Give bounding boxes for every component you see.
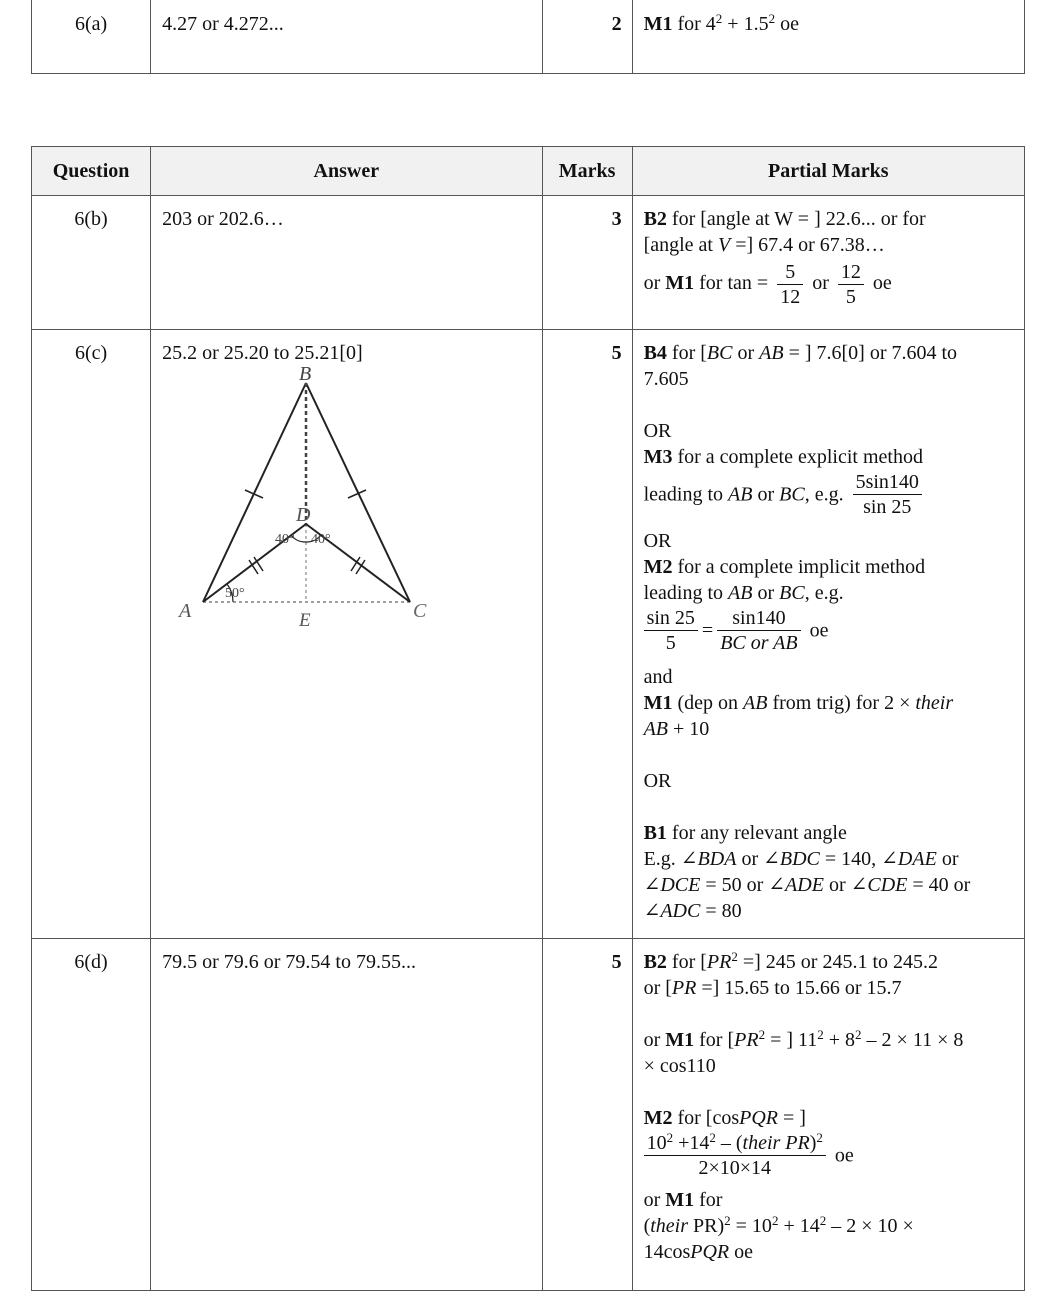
spacer: [644, 1079, 1012, 1105]
text-span: + 14: [778, 1215, 820, 1237]
italic-var: BDA: [697, 848, 737, 870]
italic-var: AB: [728, 483, 753, 506]
text-line: [644, 1213, 1012, 1239]
text-span: 10: [646, 1132, 667, 1154]
mark-code: M1: [643, 692, 673, 714]
text-line: [644, 554, 1012, 580]
mark-scheme-table: [31, 146, 1025, 1291]
italic-var: AB: [728, 582, 753, 604]
answer-text: 25.2 or 25.20 to 25.21[0]: [162, 342, 363, 364]
text-span: or: [936, 848, 959, 870]
header-question: Question: [32, 147, 151, 196]
answer-text: 79.5 or 79.6 or 79.54 to 79.55...: [162, 951, 416, 973]
text-span: leading to: [643, 582, 729, 604]
exponent: 2: [855, 1027, 862, 1042]
marks-cell: [542, 330, 632, 939]
italic-var: PQR: [690, 1241, 730, 1263]
italic-var: AB: [743, 692, 768, 714]
question-cell: [32, 330, 151, 939]
marks-value: 5: [611, 342, 622, 364]
text-span: or: [732, 342, 760, 364]
numerator: 12: [838, 260, 864, 285]
denominator: 2×10×14: [698, 1157, 772, 1179]
text-line: [644, 975, 1012, 1001]
text-span: or: [752, 582, 780, 604]
text-line: [644, 846, 1012, 872]
text-span: for a complete implicit method: [672, 556, 926, 578]
text-span: for [: [666, 342, 707, 364]
text-span: from trig) for 2 ×: [767, 692, 916, 714]
italic-var: AB: [759, 342, 784, 364]
text-span: – 2 × 11 × 8: [861, 1029, 964, 1051]
denominator: sin 25: [863, 496, 912, 518]
italic-var: CDE: [867, 874, 908, 896]
table-row: [32, 939, 1025, 1291]
fraction: [717, 606, 800, 655]
text-span: – 2 × 10 ×: [826, 1215, 914, 1237]
italic-var: V: [717, 234, 731, 256]
angle-40-right-label: 40°: [311, 532, 331, 547]
marks-value: 2: [611, 13, 622, 35]
spacer: [644, 742, 1012, 768]
text-line: [644, 1027, 1012, 1053]
text-span: ): [809, 1132, 817, 1154]
text-span: oe: [872, 272, 892, 295]
text-line: [644, 898, 1012, 924]
italic-var: DCE: [660, 874, 701, 896]
question-label: 6(d): [74, 951, 108, 973]
text-line: [644, 260, 1012, 309]
text-span: or: [643, 1189, 666, 1211]
text-span: (dep on: [672, 692, 744, 714]
text-span: for [: [694, 1029, 735, 1051]
numerator: sin 25: [644, 606, 698, 631]
text-line: [644, 206, 1012, 232]
text-span: = ] 7.6[0] or 7.604 to: [783, 342, 958, 364]
text-line: [644, 1105, 1012, 1131]
denominator: 5: [845, 286, 856, 308]
mark-code: M1: [665, 1189, 695, 1211]
italic-var: ADE: [785, 874, 824, 896]
angle-40-left-label: 40°: [275, 532, 295, 547]
table-header-row: [32, 147, 1025, 196]
italic-var: BC: [779, 582, 805, 604]
marks-cell: [542, 0, 632, 74]
text-span: or: [752, 483, 780, 506]
text-line: 7.605: [643, 368, 689, 390]
text-span: for [: [666, 951, 707, 973]
text-span: =] 245 or 245.1 to 245.2: [737, 951, 938, 973]
text-span: or ∠: [823, 874, 868, 896]
text-span: for: [694, 1189, 723, 1211]
mark-code: B4: [643, 342, 667, 364]
italic-var: BC: [706, 342, 733, 364]
text-span: , e.g.: [804, 582, 844, 604]
exponent: 2: [771, 1213, 779, 1228]
mark-code: B1: [643, 822, 667, 844]
italic-var: ADC: [660, 900, 701, 922]
answer-text: 203 or 202.6…: [162, 208, 284, 230]
label-D: D: [296, 504, 311, 526]
text-span: – (: [715, 1132, 743, 1154]
text-line: [644, 1239, 1012, 1265]
text-span: for a complete explicit method: [672, 446, 923, 468]
question-cell: [32, 939, 151, 1291]
text-span: = 80: [700, 900, 742, 922]
text-span: E.g. ∠: [643, 848, 698, 870]
mark-code: M3: [643, 446, 673, 468]
question-label: 6(c): [74, 342, 108, 364]
marks-value: 5: [611, 951, 622, 973]
fraction: [644, 606, 698, 655]
marks-cell: [542, 939, 632, 1291]
text-span: for 4: [672, 13, 716, 35]
text-span: or: [643, 272, 666, 295]
numerator: sin140: [717, 606, 800, 631]
italic-var: PR: [671, 977, 697, 999]
fraction: [644, 1131, 826, 1180]
partial-marks-text: [633, 0, 1024, 37]
denominator: 12: [780, 286, 801, 308]
fraction: [853, 470, 922, 519]
question-label: 6(a): [74, 13, 108, 35]
header-partial-marks: Partial Marks: [632, 147, 1024, 196]
header-answer: Answer: [151, 147, 542, 196]
text-span: ∠: [643, 874, 661, 896]
exponent: 2: [819, 1213, 827, 1228]
partial-marks-cell: [632, 196, 1024, 330]
mark-code: M1: [665, 272, 695, 295]
text-line: OR: [643, 530, 672, 552]
text-span: or [: [643, 977, 672, 999]
mark-code: M2: [643, 1107, 673, 1129]
partial-marks-cell: [632, 939, 1024, 1291]
italic-var: AB: [643, 718, 669, 740]
mark-code: B2: [643, 951, 667, 973]
angle-50-label: 50°: [225, 586, 245, 601]
text-line: [644, 716, 1012, 742]
text-line: [644, 690, 1012, 716]
table-row: [32, 330, 1025, 939]
italic-var: their: [650, 1215, 689, 1237]
text-span: or: [812, 272, 829, 295]
text-span: + 10: [668, 718, 710, 740]
text-span: , e.g.: [804, 483, 844, 506]
table-row: [32, 196, 1025, 330]
text-span: = ] 11: [765, 1029, 818, 1051]
text-span: oe: [729, 1241, 754, 1263]
text-line: and: [643, 666, 673, 688]
text-span: for any relevant angle: [666, 822, 847, 844]
numerator: 5sin140: [853, 470, 922, 495]
numerator: [644, 1131, 826, 1156]
text-line: [644, 340, 1012, 366]
marks-cell: [542, 196, 632, 330]
mark-code: B2: [643, 208, 667, 230]
text-line: [644, 1131, 1012, 1187]
text-span: oe: [809, 619, 829, 642]
italic-var: PR: [706, 951, 732, 973]
text-span: or ∠: [736, 848, 780, 870]
answer-cell: [151, 330, 542, 939]
partial-marks-cell: [632, 330, 1024, 939]
text-line: [644, 872, 1012, 898]
header-marks: Marks: [542, 147, 632, 196]
exponent: 2: [666, 1130, 674, 1145]
marks-value: 3: [611, 208, 622, 230]
italic-var: DAE: [897, 848, 937, 870]
partial-marks-text: [633, 939, 1024, 1265]
text-line: [644, 606, 1012, 664]
triangle-diagram: [165, 364, 465, 654]
exponent: 2: [715, 11, 723, 26]
mark-code: M1: [665, 1029, 695, 1051]
label-B: B: [299, 364, 312, 385]
text-line: [644, 1187, 1012, 1213]
exponent: 2: [768, 11, 776, 26]
fraction: [838, 260, 864, 309]
text-span: or: [643, 1029, 666, 1051]
text-span: = 40 or: [907, 874, 971, 896]
answer-cell: [151, 196, 542, 330]
italic-var: PR: [734, 1029, 759, 1051]
label-C: C: [413, 600, 427, 622]
text-span: for tan =: [694, 272, 774, 295]
text-line: [644, 444, 1012, 470]
italic-var: their PR: [742, 1132, 810, 1154]
text-span: = ]: [778, 1107, 806, 1129]
text-line: OR: [643, 770, 672, 792]
text-line: [644, 232, 1012, 258]
text-span: for [cos: [672, 1107, 740, 1129]
question-label: 6(b): [74, 208, 108, 230]
text-span: + 8: [823, 1029, 856, 1051]
text-span: (: [643, 1215, 651, 1237]
label-A: A: [179, 600, 192, 622]
exponent: 2: [731, 949, 738, 964]
mark-code: M2: [643, 556, 673, 578]
text-span: 14cos: [643, 1241, 691, 1263]
italic-var: their: [915, 692, 954, 714]
answer-cell: [151, 939, 542, 1291]
text-span: leading to: [643, 483, 729, 506]
text-span: = 10: [730, 1215, 772, 1237]
partial-marks-text: [633, 330, 1024, 924]
text-span: + 1.5: [722, 13, 769, 35]
exponent: 2: [758, 1027, 766, 1042]
italic-var: BDC: [779, 848, 820, 870]
text-span: PR): [688, 1215, 725, 1237]
spacer: [644, 1001, 1012, 1027]
denominator: 5: [665, 632, 676, 654]
text-span: =] 67.4 or 67.38…: [730, 234, 885, 256]
exponent: 2: [816, 1130, 823, 1145]
text-span: oe: [834, 1144, 854, 1167]
answer-text: 4.27 or 4.272...: [162, 13, 284, 35]
text-span: for [angle at W = ] 22.6... or for: [666, 208, 926, 230]
numerator: 5: [777, 260, 803, 285]
partial-marks-cell: [632, 0, 1024, 74]
fraction: [777, 260, 803, 309]
text-span: +14: [673, 1132, 710, 1154]
italic-var: BC: [779, 483, 805, 506]
text-line: OR: [643, 420, 672, 442]
text-span: =] 15.65 to 15.66 or 15.7: [696, 977, 902, 999]
text-line: [644, 580, 1012, 606]
exponent: 2: [709, 1130, 716, 1145]
text-line: [644, 820, 1012, 846]
exponent: 2: [724, 1213, 731, 1228]
exponent: 2: [817, 1027, 824, 1042]
table-row: [32, 0, 1025, 74]
question-cell: [32, 0, 151, 74]
italic-var: PQR: [739, 1107, 778, 1129]
text-span: [angle at: [643, 234, 718, 256]
spacer: [644, 794, 1012, 820]
label-E: E: [299, 610, 311, 631]
text-span: = 140, ∠: [819, 848, 898, 870]
mark-code: M1: [643, 13, 673, 35]
text-span: ∠: [643, 900, 661, 922]
denominator: BC or AB: [720, 632, 798, 654]
text-span: oe: [775, 13, 799, 35]
partial-marks-text: [633, 196, 1024, 309]
text-line: [644, 949, 1012, 975]
spacer: [644, 392, 1012, 418]
text-line: [644, 470, 1012, 528]
answer-cell: [151, 0, 542, 74]
text-span: = 50 or ∠: [700, 874, 786, 896]
text-span: =: [701, 619, 714, 642]
text-line: × cos110: [643, 1055, 716, 1077]
table-6a: [31, 0, 1025, 74]
question-cell: [32, 196, 151, 330]
